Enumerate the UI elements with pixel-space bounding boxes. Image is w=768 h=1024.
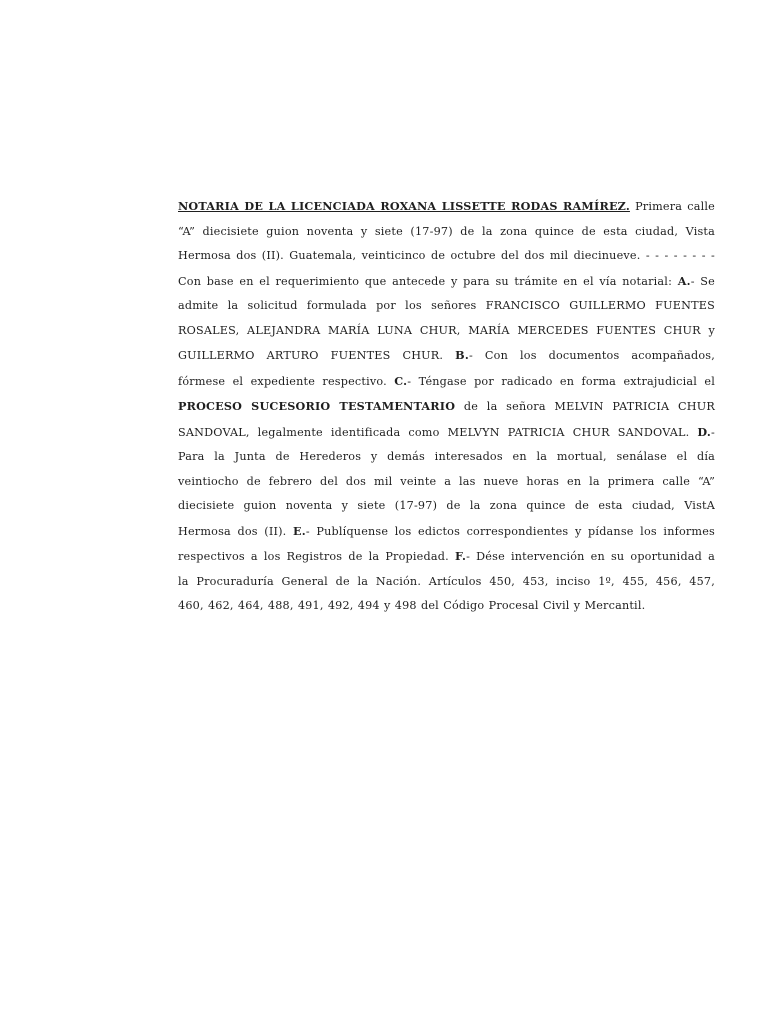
bold-text: F. xyxy=(454,549,467,563)
text-run: Hermosa dos (II). xyxy=(178,524,293,538)
text-run: de la señora MELVIN PATRICIA CHUR xyxy=(455,400,715,413)
text-run: - Téngase por radicado en forma extrajudicial el xyxy=(407,374,715,388)
text-run: veintiocho de febrero del dos mil veinte a las nueve horas en la primera calle “A” xyxy=(178,474,715,488)
bold-text: B. xyxy=(455,348,469,362)
text-run: - xyxy=(711,425,715,439)
text-run: respectivos a los Registros de la Propiedad. xyxy=(178,550,455,563)
document-line xyxy=(178,420,715,446)
text-run: - Dése intervención en su oportunidad a xyxy=(466,550,715,563)
document-heading: NOTARIA DE LA LICENCIADA ROXANA LISSETTE RODAS RAMÍREZ. xyxy=(178,199,630,213)
document-line xyxy=(178,319,715,344)
document-line xyxy=(178,220,715,245)
text-run: 460, 462, 464, 488, 491, 492, 494 y 498 del Código Procesal Civil y Mercantil. xyxy=(178,599,646,612)
text-run: SANDOVAL, legalmente identificada como MELVYN PATRICIA CHUR SANDOVAL. xyxy=(178,425,698,439)
text-run: Con base en el requerimiento que antecede y para su trámite en el vía notarial: xyxy=(178,274,678,288)
document-body xyxy=(178,194,715,619)
document-line xyxy=(178,244,715,269)
bold-text: C. xyxy=(394,373,408,388)
document-line xyxy=(178,394,715,420)
text-run: - Publíquense los edictos correspondientes y pídanse los informes xyxy=(305,524,715,538)
document-line xyxy=(178,570,715,595)
document-line xyxy=(178,343,715,369)
text-run: Primera calle xyxy=(629,200,716,213)
text-run: - Se xyxy=(690,274,715,288)
document-line xyxy=(178,594,715,619)
bold-text: E. xyxy=(293,523,306,538)
text-run: fórmese el expediente respectivo. xyxy=(178,374,395,388)
text-run: - Con los documentos acompañados, xyxy=(468,349,715,362)
document-line xyxy=(178,544,715,570)
bold-text: PROCESO SUCESORIO TESTAMENTARIO xyxy=(178,399,456,413)
text-run: Para la Junta de Herederos y demás interesados en la mortual, senálase el día xyxy=(178,450,715,463)
text-run: la Procuraduría General de la Nación. Artículos 450, 453, inciso 1º, 455, 456, 457, xyxy=(178,574,715,588)
text-run: ROSALES, ALEJANDRA MARÍA LUNA CHUR, MARÍA MERCEDES FUENTES CHUR y xyxy=(178,323,715,337)
text-run: GUILLERMO ARTURO FUENTES CHUR. xyxy=(178,349,456,362)
bold-text: D. xyxy=(697,424,712,439)
bold-text: A. xyxy=(677,273,691,288)
text-run: admite la solicitud formulada por los señores FRANCISCO GUILLERMO FUENTES xyxy=(178,299,715,312)
document-line xyxy=(178,294,715,319)
document-line xyxy=(178,445,715,470)
text-run: “A” diecisiete guion noventa y siete (17-97) de la zona quince de esta ciudad, Vista xyxy=(178,224,715,238)
document-line xyxy=(178,494,715,519)
document-line xyxy=(178,194,715,220)
text-run: diecisiete guion noventa y siete (17-97) de la zona quince de esta ciudad, VistA xyxy=(178,499,715,512)
text-run: Hermosa dos (II). Guatemala, veinticinco de octubre del dos mil diecinueve. - - - - - - - - xyxy=(178,249,715,262)
document-line xyxy=(178,519,715,545)
document-line xyxy=(178,369,715,395)
document-line xyxy=(178,269,715,295)
document-line xyxy=(178,470,715,495)
